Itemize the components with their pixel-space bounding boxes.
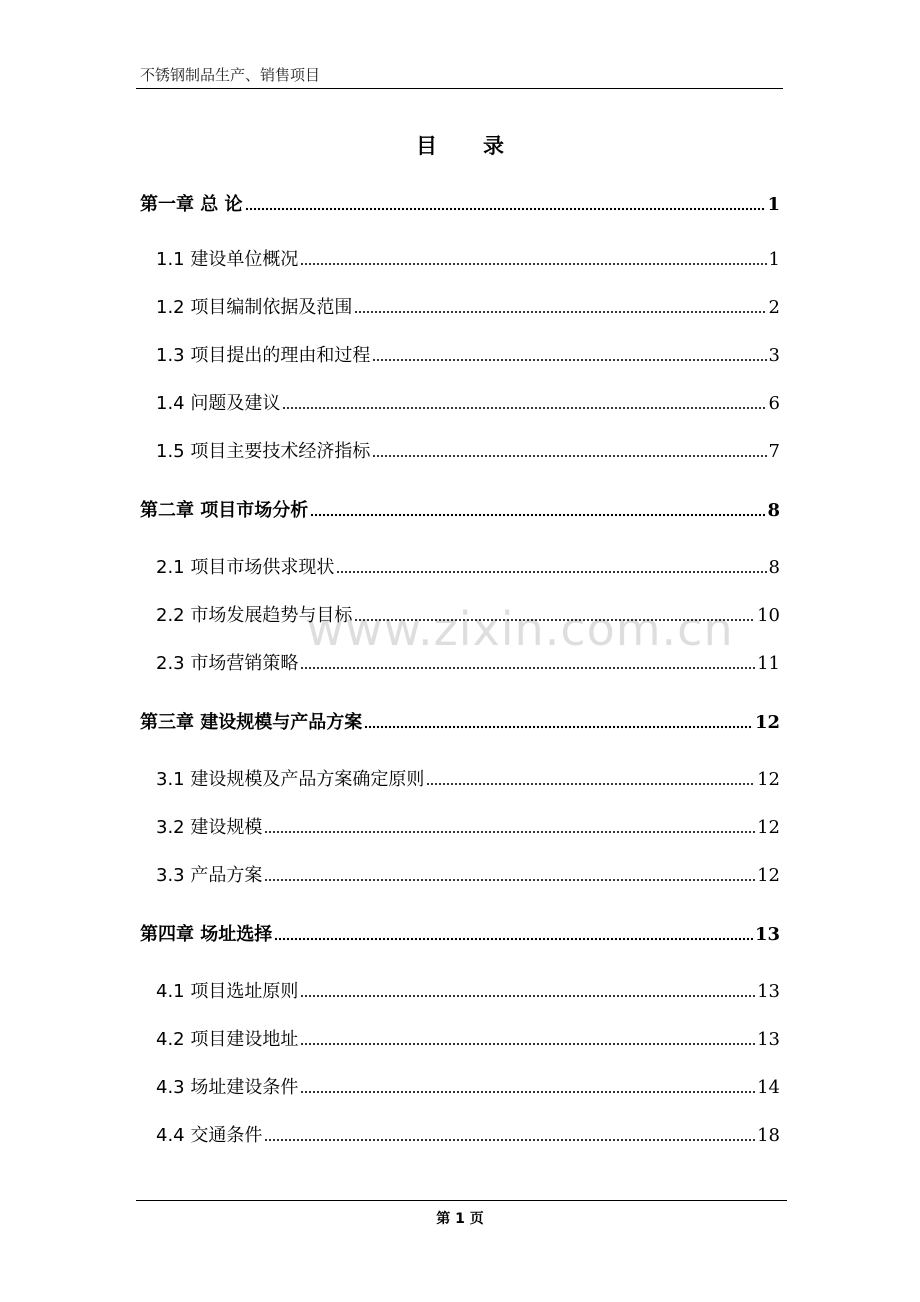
- toc-entry-label: 3.3 产品方案: [156, 865, 263, 886]
- toc-entry-page: 8: [768, 557, 780, 578]
- toc-entry-label: 1.1 建设单位概况: [156, 249, 299, 270]
- toc-dot-leader: [282, 392, 766, 410]
- toc-entry-page: 7: [768, 441, 780, 462]
- toc-section-entry[interactable]: [156, 1073, 780, 1099]
- toc-entry-label: 第二章 项目市场分析: [140, 500, 309, 521]
- toc-section-entry[interactable]: [156, 1025, 780, 1051]
- toc-entry-page: 1: [768, 249, 780, 270]
- toc-dot-leader: [426, 768, 755, 786]
- toc-dot-leader: [310, 499, 765, 517]
- toc-section-entry[interactable]: [156, 293, 780, 319]
- toc-dot-leader: [354, 604, 755, 622]
- toc-section-entry[interactable]: [156, 765, 780, 791]
- footer-rule: [136, 1200, 787, 1201]
- toc-dot-leader: [264, 1124, 755, 1142]
- toc-section-entry[interactable]: [156, 341, 780, 367]
- toc-entry-page: 12: [757, 769, 780, 790]
- toc-entry-label: 1.4 问题及建议: [156, 393, 281, 414]
- toc-title-left: 目: [416, 134, 437, 158]
- watermark-text: www.zixin.com.cn: [306, 602, 734, 656]
- toc-entry-label: 4.1 项目选址原则: [156, 981, 299, 1002]
- toc-dot-leader: [264, 864, 755, 882]
- running-header: 不锈钢制品生产、销售项目: [140, 66, 321, 84]
- toc-entry-page: 10: [757, 605, 780, 626]
- toc-section-entry[interactable]: [156, 861, 780, 887]
- toc-chapter-entry[interactable]: [140, 708, 780, 734]
- page-number: 第 1 页: [436, 1211, 484, 1227]
- toc-entry-label: 第四章 场址选择: [140, 924, 273, 945]
- toc-entry-label: 2.1 项目市场供求现状: [156, 557, 335, 578]
- toc-entry-label: 1.5 项目主要技术经济指标: [156, 441, 371, 462]
- toc-dot-leader: [300, 248, 766, 266]
- toc-section-entry[interactable]: [156, 813, 780, 839]
- toc-chapter-entry[interactable]: [140, 920, 780, 946]
- toc-section-entry[interactable]: [156, 389, 780, 415]
- toc-dot-leader: [245, 193, 766, 211]
- toc-dot-leader: [300, 1028, 755, 1046]
- toc-dot-leader: [300, 980, 755, 998]
- toc-section-entry[interactable]: [156, 437, 780, 463]
- toc-title-right: 录: [483, 134, 504, 158]
- toc-dot-leader: [264, 816, 755, 834]
- toc-entry-page: 6: [768, 393, 780, 414]
- toc-dot-leader: [364, 711, 753, 729]
- toc-entry-page: 2: [768, 297, 780, 318]
- toc-entry-page: 8: [767, 500, 780, 521]
- toc-entry-page: 1: [767, 194, 780, 215]
- toc-dot-leader: [354, 296, 766, 314]
- toc-chapter-entry[interactable]: [140, 496, 780, 522]
- toc-entry-label: 4.3 场址建设条件: [156, 1077, 299, 1098]
- toc-entry-page: 18: [757, 1125, 780, 1146]
- toc-entry-label: 2.3 市场营销策略: [156, 653, 299, 674]
- header-rule: [136, 88, 783, 89]
- toc-entry-label: 4.2 项目建设地址: [156, 1029, 299, 1050]
- toc-entry-page: 13: [757, 981, 780, 1002]
- toc-entry-label: 2.2 市场发展趋势与目标: [156, 605, 353, 626]
- toc-entry-page: 13: [757, 1029, 780, 1050]
- toc-dot-leader: [336, 556, 766, 574]
- toc-section-entry[interactable]: [156, 977, 780, 1003]
- toc-section-entry[interactable]: [156, 1121, 780, 1147]
- toc-section-entry[interactable]: [156, 553, 780, 579]
- toc-entry-page: 14: [757, 1077, 780, 1098]
- toc-dot-leader: [300, 652, 755, 670]
- toc-section-entry[interactable]: [156, 245, 780, 271]
- toc-entry-page: 3: [768, 345, 780, 366]
- toc-dot-leader: [372, 440, 766, 458]
- toc-chapter-entry[interactable]: [140, 190, 780, 216]
- toc-entry-label: 3.2 建设规模: [156, 817, 263, 838]
- toc-entry-page: 12: [754, 712, 780, 733]
- toc-dot-leader: [274, 923, 753, 941]
- toc-entry-page: 12: [757, 817, 780, 838]
- toc-section-entry[interactable]: [156, 601, 780, 627]
- toc-dot-leader: [300, 1076, 755, 1094]
- toc-entry-page: 11: [757, 653, 780, 674]
- toc-dot-leader: [372, 344, 766, 362]
- toc-entry-label: 第三章 建设规模与产品方案: [140, 712, 363, 733]
- toc-entry-page: 13: [754, 924, 780, 945]
- toc-entry-page: 12: [757, 865, 780, 886]
- toc-entry-label: 3.1 建设规模及产品方案确定原则: [156, 769, 425, 790]
- toc-entry-label: 第一章 总 论: [140, 194, 243, 215]
- toc-entry-label: 1.2 项目编制依据及范围: [156, 297, 353, 318]
- toc-title: [0, 130, 920, 160]
- toc-entry-label: 4.4 交通条件: [156, 1125, 263, 1146]
- toc-entry-label: 1.3 项目提出的理由和过程: [156, 345, 371, 366]
- toc-section-entry[interactable]: [156, 649, 780, 675]
